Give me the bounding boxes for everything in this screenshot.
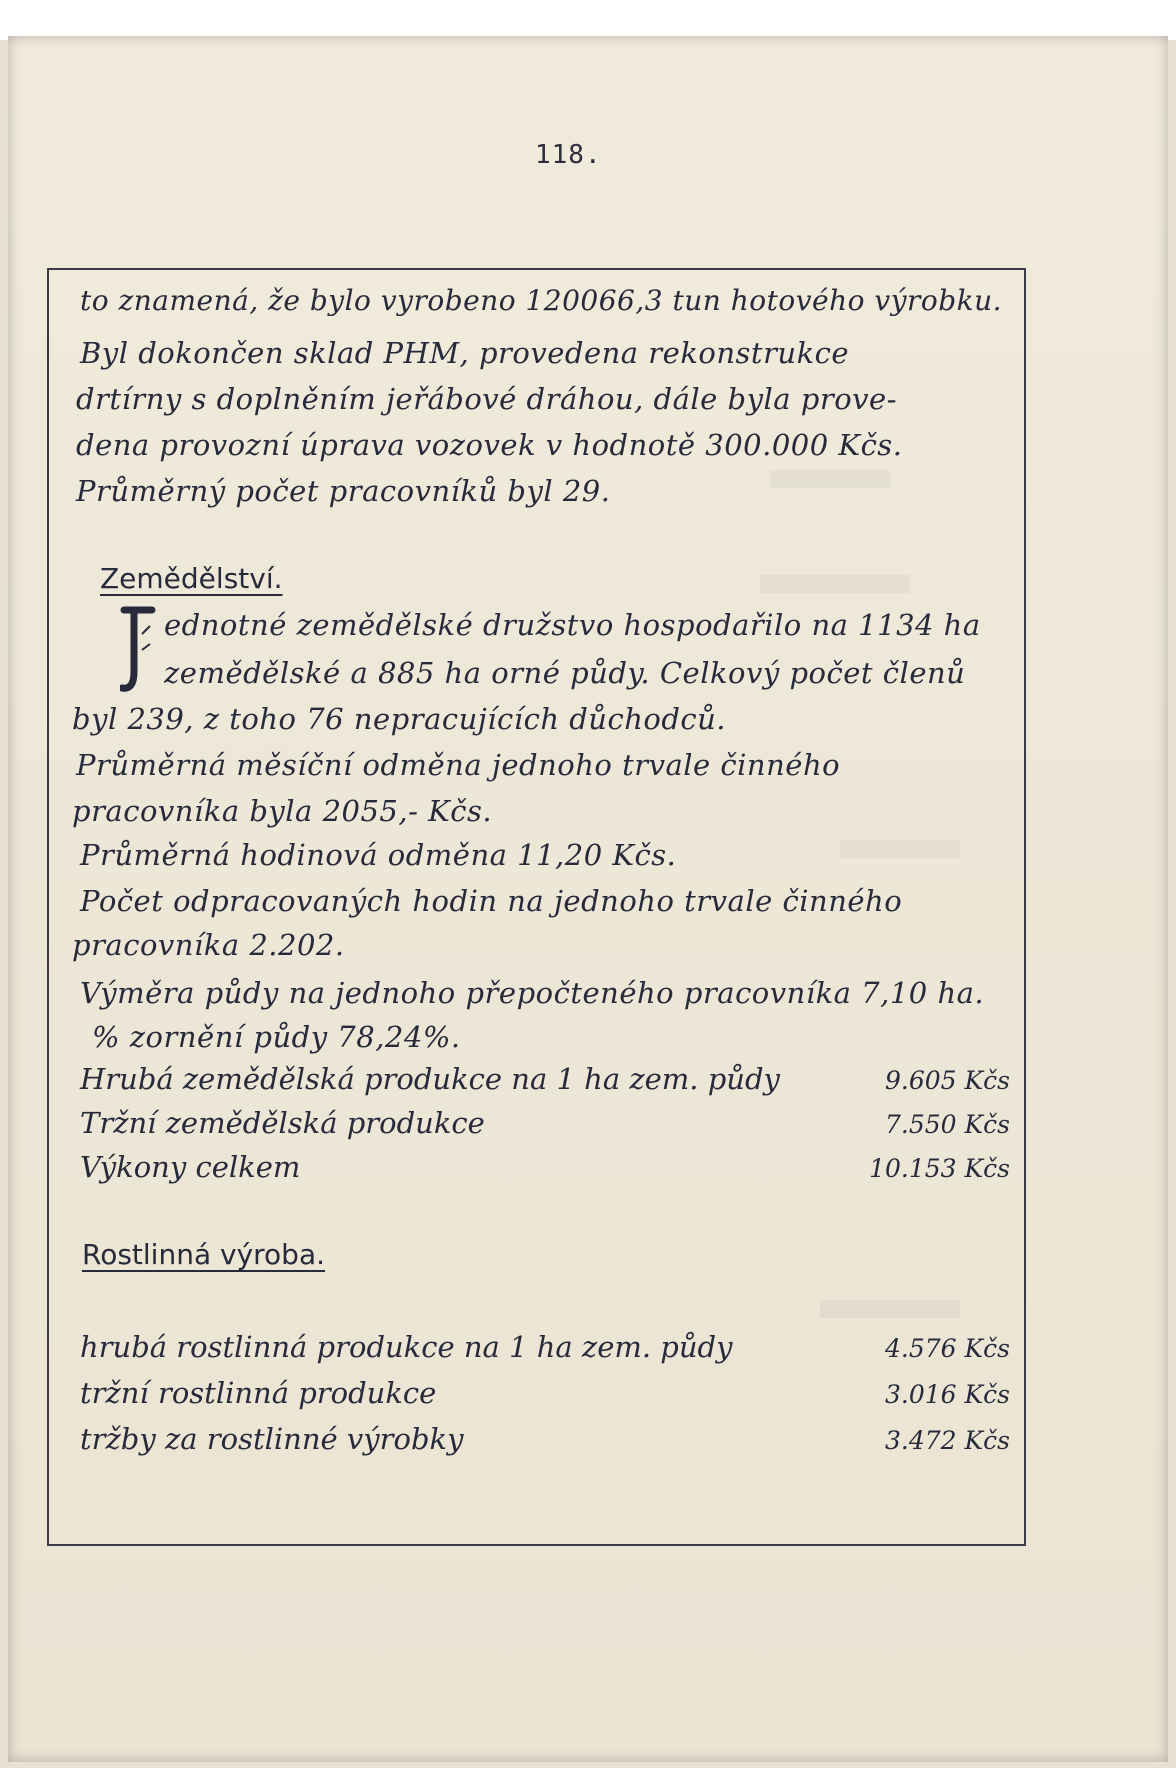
dropcap-letter-j bbox=[120, 604, 156, 696]
row-value: 3.016 Kčs bbox=[884, 1380, 1010, 1409]
row-value: 7.550 Kčs bbox=[884, 1110, 1010, 1139]
intro-line: drtírny s doplněním jeřábové dráhou, dále byla prove- bbox=[76, 382, 897, 416]
row-value: 9.605 Kčs bbox=[884, 1066, 1010, 1095]
row-label: tržní rostlinná produkce bbox=[80, 1376, 437, 1410]
bleed-through-mark bbox=[840, 840, 960, 858]
plant-value-row bbox=[80, 1330, 1010, 1370]
agriculture-line: Výměra půdy na jednoho přepočteného pracovníka 7,10 ha. bbox=[80, 976, 985, 1010]
agriculture-line: zemědělské a 885 ha orné půdy. Celkový počet členů bbox=[164, 656, 966, 690]
intro-line: Průměrný počet pracovníků byl 29. bbox=[76, 474, 611, 508]
intro-line: dena provozní úprava vozovek v hodnotě 300.000 Kčs. bbox=[76, 428, 903, 462]
row-value: 4.576 Kčs bbox=[884, 1334, 1010, 1363]
plant-value-row bbox=[80, 1376, 1010, 1416]
agriculture-line: ednotné zemědělské družstvo hospodařilo na 1134 ha bbox=[164, 608, 981, 642]
row-label: Hrubá zemědělská produkce na 1 ha zem. půdy bbox=[80, 1062, 780, 1096]
agriculture-value-row bbox=[80, 1062, 1010, 1102]
intro-line: Byl dokončen sklad PHM, provedena rekonstrukce bbox=[80, 336, 850, 370]
row-value: 3.472 Kčs bbox=[884, 1426, 1010, 1455]
agriculture-line: byl 239, z toho 76 nepracujících důchodců. bbox=[72, 702, 727, 736]
page-background-edge bbox=[0, 0, 1176, 40]
agriculture-value-row bbox=[80, 1106, 1010, 1146]
row-label: hrubá rostlinná produkce na 1 ha zem. půdy bbox=[80, 1330, 733, 1364]
row-label: Výkony celkem bbox=[80, 1150, 301, 1184]
bleed-through-mark bbox=[760, 575, 910, 593]
plant-value-row bbox=[80, 1422, 1010, 1462]
row-value: 10.153 Kčs bbox=[869, 1154, 1010, 1183]
agriculture-value-row bbox=[80, 1150, 1010, 1190]
bleed-through-mark bbox=[820, 1300, 960, 1318]
agriculture-line: Průměrná hodinová odměna 11,20 Kčs. bbox=[80, 838, 677, 872]
row-label: Tržní zemědělská produkce bbox=[80, 1106, 485, 1140]
agriculture-line: % zornění půdy 78,24%. bbox=[92, 1020, 461, 1054]
agriculture-line: pracovníka 2.202. bbox=[72, 928, 345, 962]
agriculture-line: Počet odpracovaných hodin na jednoho trvale činného bbox=[80, 884, 903, 918]
agriculture-line: pracovníka byla 2055,- Kčs. bbox=[72, 794, 493, 828]
intro-line: to znamená, že bylo vyrobeno 120066,3 tun hotového výrobku. bbox=[80, 284, 1003, 317]
row-label: tržby za rostlinné výrobky bbox=[80, 1422, 464, 1456]
section-heading-plant-production: Rostlinná výroba. bbox=[82, 1238, 326, 1271]
page-number: 118. bbox=[535, 140, 602, 170]
bleed-through-mark bbox=[770, 470, 890, 488]
agriculture-line: Průměrná měsíční odměna jednoho trvale činného bbox=[76, 748, 841, 782]
section-heading-agriculture: Zemědělství. bbox=[100, 562, 283, 595]
